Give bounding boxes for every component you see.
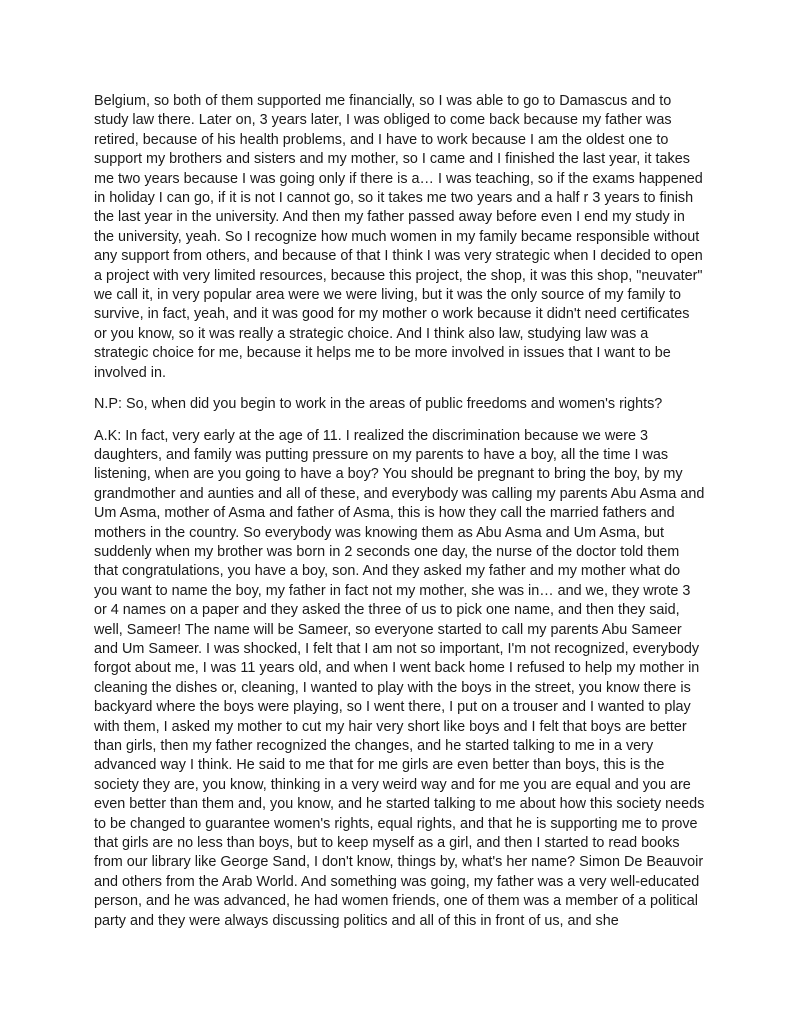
paragraph-narrative: Belgium, so both of them supported me financially, so I was able to go to Damascus and to study law there. Later on, 3 years later, I was obliged to come back because my father was retired, because of his health problems, and I have to work because I am the oldest one to support my brothers and sisters and my mother, so I came and I finished the last year, it takes me two years because I was going only if there is a… I was teaching, so if the exams happened in holiday I can go, if it is not I cannot go, so it takes me two years and a half r 3 years to finish the last year in the university. And then my father passed away before even I end my study in the university, yeah. So I recognize how much women in my family became responsible without any support from others, and because of that I think I was very strategic when I decided to open a project with very limited resources, because this project, the shop, it was this shop, "neuvater" we call it, in very popular area were we were living, but it was the only source of my family to survive, in fact, yeah, and it was good for my mother o work because it didn't need certificates or you know, so it was really a strategic choice. And I think also law, studying law was a strategic choice for me, because it helps me to be more involved in issues that I want to be involved in. [94, 93, 703, 381]
paragraph-answer: A.K: In fact, very early at the age of 11. I realized the discrimination because we were 3 daughters, and family was putting pressure on my parents to have a boy, all the time I was listening, when are you going to have a boy? You should be pregnant to bring the boy, by my grandmother and aunties and all of these, and everybody was calling my parents Abu Asma and Um Asma, mother of Asma and father of Asma, this is how they call the married fathers and mothers in the country. So everybody was knowing them as Abu Asma and Um Asma, but suddenly when my brother was born in 2 seconds one day, the nurse of the doctor told them that congratulations, you have a boy, son. And they asked my father and my mother what do you want to name the boy, my father in fact not my mother, she was in… and we, they wrote 3 or 4 names on a paper and they asked the three of us to pick one name, and then they said, well, Sameer! The name will be Sameer, so everyone started to call my parents Abu Sameer and Um Sameer. I was shocked, I felt that I am not so important, I'm not recognized, everybody forgot about me, I was 11 years old, and when I went back home I refused to help my mother in cleaning the dishes or, cleaning, I wanted to play with the boys in the street, you know there is backyard where the boys were playing, so I went there, I put on a trouser and I wanted to play with them, I asked my mother to cut my hair very short like boys and I felt that boys are better than girls, then my father recognized the changes, and he started talking to me in a very advanced way I think. He said to me that for me girls are even better than boys, this is the society they are, you know, thinking in a very weird way and for me you are equal and you are even better than them and, you know, and he started talking to me about how this society needs to be changed to guarantee women's rights, equal rights, and that he is supporting me to prove that girls are no less than boys, but to keep myself as a girl, and then I started to read books from our library like George Sand, I don't know, things by, what's her name? Simon De Beauvoir and others from the Arab World. And something was going, my father was a very well-educated person, and he was advanced, he had women friends, one of them was a member of a political party and they were always discussing politics and all of this in front of us, and she [94, 427, 705, 929]
document-page [94, 92, 706, 943]
paragraph-question: N.P: So, when did you begin to work in the areas of public freedoms and women's rights? [94, 396, 663, 413]
